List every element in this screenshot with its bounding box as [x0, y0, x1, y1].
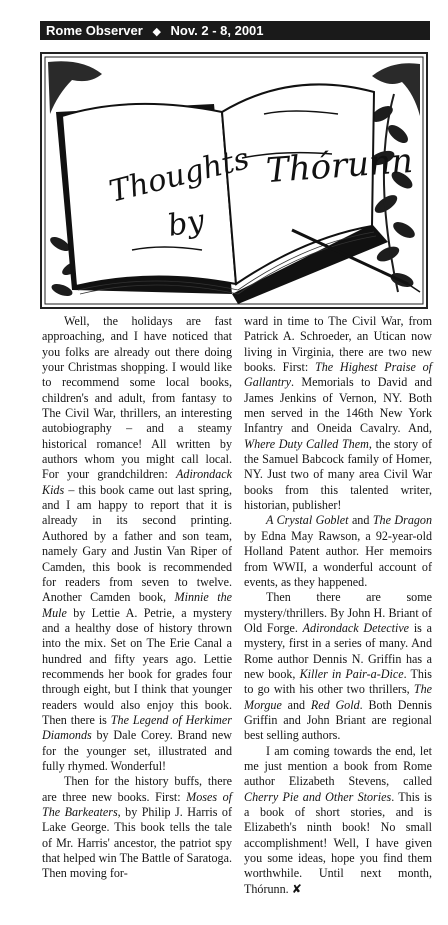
book-title: A Crystal Goblet — [266, 513, 349, 528]
paragraph: ward in time to The Civil War, from Patrick A. Schroeder, an Utican now living in Virginia, there are two new books. First: The Highest Praise of Gallantry. Memorials to David and James Jenkins of Vernon, NY. Both men served in the 146th New York Infantry and Oneida Cavalry. And, Where Duty Called Them, the story of the Samuel Babcock family of Homer, NY. Just two of many area Civil War books from this talented writer, historian, publisher! — [244, 314, 432, 513]
book-title: Adirondack Detective — [302, 620, 410, 635]
book-title: Minnie the Mule — [42, 590, 232, 620]
banner-title-by: by — [165, 203, 207, 244]
paragraph: Then there are some mystery/thrillers. By John H. Briant of Old Forge. Adirondack Detective is a mystery, first in a series of many. And Rome author Dennis N. Griffin has a new book, Killer in Pair-a-Dice. This to go with his other two thrillers, The Morgue and Red Gold. Both Dennis Griffin and John Briant are regional best selling authors. — [244, 590, 432, 743]
book-title: Cherry Pie and Other Stories — [244, 789, 392, 804]
article-column-right — [244, 314, 432, 897]
banner-title-thorunn: Thórunn — [264, 140, 415, 192]
book-title: Adirondack Kids — [42, 467, 232, 497]
ornament-top-right — [372, 63, 420, 116]
book-title: Killer in Pair-a-Dice — [299, 666, 404, 681]
book-title: The Highest Praise of Gallantry — [244, 360, 432, 390]
article-column-left — [42, 314, 232, 882]
paragraph: A Crystal Goblet and The Dragon by Edna May Rawson, a 92-year-old Holland Patent author. Her memoirs from WWII, a wonderful account of events, as they happened. — [244, 513, 433, 589]
book-title: Red Gold — [310, 697, 360, 712]
publication-name: Rome Observer — [46, 23, 143, 38]
book-title: The Legend of Herkimer Diamonds — [42, 712, 232, 743]
paragraph: I am coming towards the end, let me just mention a book from Rome author Elizabeth Stevens, called Cherry Pie and Other Stories. This is a book of short stories, and is Elizabeth's ninth book! No small accomplishment! Well, I have given you some ideas, hope you find them worthwhile. Until next month, Thórunn. ✘ — [244, 743, 433, 896]
ornament-top-left — [48, 61, 102, 114]
paragraph: Then for the history buffs, there are three new books. First: Moses of The Barkeaters, by Philip J. Harris of Lake George. This book tells the tale of Mr. Harris' ancestor, the patriot spy that helped win The Battle of Saratoga. Then moving for- — [42, 774, 232, 881]
book-title: Where Duty Called Them — [244, 436, 369, 451]
book-title: Moses of The Barkeaters — [42, 789, 232, 819]
book-title: The Morgue — [244, 682, 432, 712]
issue-date: Nov. 2 - 8, 2001 — [170, 23, 264, 38]
bullet-icon: ◆ — [152, 26, 161, 38]
masthead-bar — [40, 21, 430, 40]
book-title: The Dragon — [372, 513, 433, 528]
banner-title-thoughts: Thoughts — [105, 141, 253, 210]
paragraph: Well, the holidays are fast approaching, and I have noticed that you folks are already out there doing your Christmas shopping. I would like to recommend some local books, children's and adult, from fantasy to The Civil War, thrillers, an interesting autobiography – and a steamy historical romance! All written by authors whom you might call local. For your grandchildren: Adirondack Kids – this book came out last spring, and I am happy to report that it is already in its second printing. Authored by a father and son team, namely Gary and Justin Van Riper of Camden, this book is recommended for readers from seven to twelve. Another Camden book, Minnie the Mule by Lettie A. Petrie, a mystery and a healthy dose of history thrown into the mix. Set on The Erie Canal a hundred and fifty years ago. Lettie recommends her book for grades four through eight, but I think that younger readers would also enjoy this book. Then there is The Legend of Herkimer Diamonds by Dale Corey. Brand new for the younger set, illustrated and fully rhymed. Wonderful! — [42, 314, 232, 773]
end-mark-icon: ✘ — [291, 881, 302, 896]
column-banner — [40, 52, 428, 309]
